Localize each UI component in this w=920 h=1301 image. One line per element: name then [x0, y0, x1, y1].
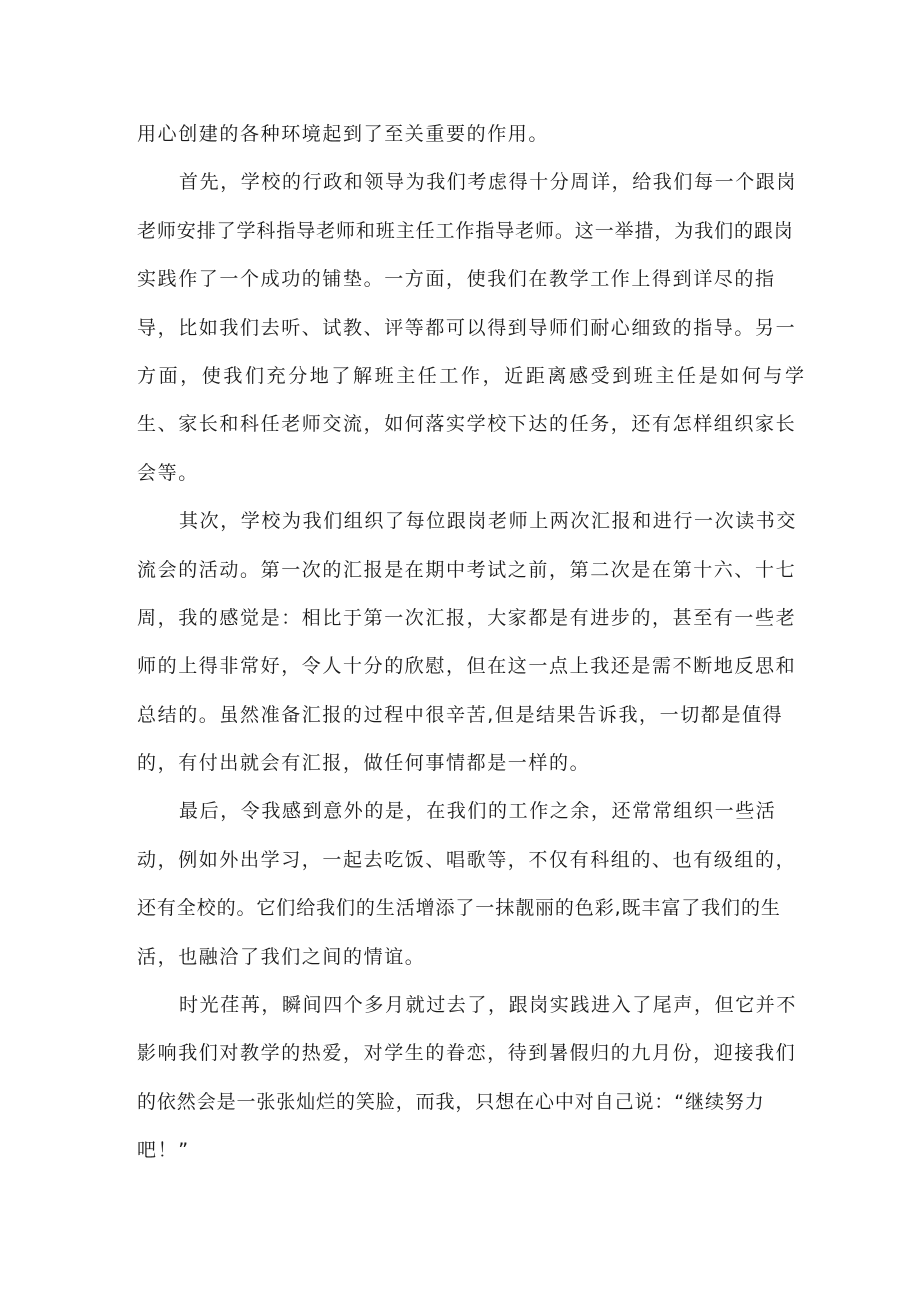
document-body	[137, 110, 807, 1175]
text-line: 方面，使我们充分地了解班主任工作，近距离感受到班主任是如何与学	[137, 364, 807, 387]
text-line: 会等。	[137, 461, 199, 484]
text-line: 师的上得非常好，令人十分的欣慰，但在这一点上我还是需不断地反思和	[137, 655, 797, 678]
text-line: 导，比如我们去听、试教、评等都可以得到导师们耐心细致的指导。另一	[137, 316, 797, 339]
text-line: 的，有付出就会有汇报，做任何事情都是一样的。	[137, 752, 591, 775]
text-line: 影响我们对教学的热爱，对学生的眷恋，待到暑假归的九月份，迎接我们	[137, 1042, 797, 1065]
text-line: 流会的活动。第一次的汇报是在期中考试之前，第二次是在第十六、十七	[137, 558, 797, 581]
text-line: 其次，学校为我们组织了每位跟岗老师上两次汇报和进行一次读书交	[179, 510, 798, 533]
paragraph-second-point	[137, 497, 798, 787]
text-line: 的依然会是一张张灿烂的笑脸，而我，只想在心中对自己说：“继续努力	[137, 1090, 765, 1113]
text-line: 吧！”	[137, 1139, 190, 1162]
text-line: 还有全校的。它们给我们的生活增添了一抹靓丽的色彩,既丰富了我们的生	[137, 897, 781, 920]
text-line: 动，例如外出学习，一起去吃饭、唱歌等，不仅有科组的、也有级组的，	[137, 848, 797, 871]
text-line: 实践作了一个成功的铺垫。一方面，使我们在教学工作上得到详尽的指	[137, 268, 776, 291]
text-line: 首先，学校的行政和领导为我们考虑得十分周详，给我们每一个跟岗	[179, 171, 798, 194]
paragraph-closing-of-intro	[137, 110, 793, 158]
text-line: 用心创建的各种环境起到了至关重要的作用。	[137, 123, 550, 145]
text-line: 老师安排了学科指导老师和班主任工作指导老师。这一举措，为我们的跟岗	[137, 219, 794, 242]
text-line: 最后，令我感到意外的是，在我们的工作之余，还常常组织一些活	[179, 800, 777, 823]
text-line: 周，我的感觉是：相比于第一次汇报，大家都是有进步的，甚至有一些老	[137, 606, 797, 629]
text-line: 时光荏苒，瞬间四个多月就过去了，跟岗实践进入了尾声，但它并不	[179, 994, 798, 1017]
paragraph-conclusion	[137, 981, 798, 1175]
text-line: 总结的。虽然准备汇报的过程中很辛苦,但是结果告诉我，一切都是值得	[137, 703, 784, 726]
paragraph-first-point	[137, 158, 807, 497]
text-line: 活，也融洽了我们之间的情谊。	[137, 945, 426, 968]
text-line: 生、家长和科任老师交流，如何落实学校下达的任务，还有怎样组织家长	[137, 413, 797, 436]
paragraph-third-point	[137, 787, 797, 981]
